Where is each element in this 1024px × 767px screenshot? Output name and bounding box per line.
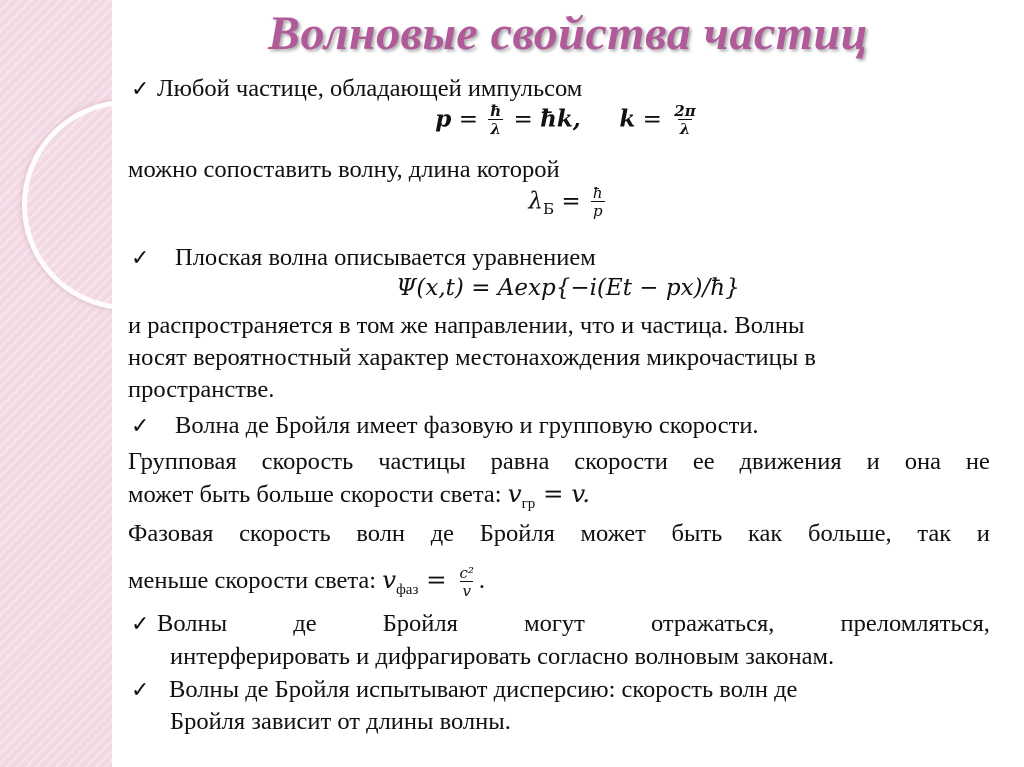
formula-de-broglie-wavelength: $\lambda_Б$ = $\frac{ħ}{p}$ [528, 184, 603, 220]
checkmark-icon: ✓ [131, 413, 150, 438]
paragraph-propagation-line2: носят вероятностный характер местонахождения микрочастицы в [128, 344, 816, 371]
paragraph-propagation-line3: пространстве. [128, 376, 275, 403]
formula-plane-wave: Ψ(x,t) = Aexp{−i(Et − px)/ħ} [396, 275, 740, 301]
bullet-5-line2: Бройля зависит от длины волны. [170, 708, 511, 735]
bullet-5 [131, 676, 797, 704]
bullet-4-line2: интерферировать и дифрагировать согласно волновым законам. [170, 643, 835, 670]
checkmark-icon: ✓ [131, 611, 150, 636]
checkmark-icon: ✓ [131, 76, 150, 101]
paragraph-wavelength-intro: можно сопоставить волну, длина которой [128, 156, 560, 183]
fraction-h-p: $\frac{ħ}{p}$ [592, 184, 603, 220]
bullet-2 [131, 244, 596, 272]
paragraph-phase-velocity-line1: Фазовая скорость волн де Бройля может быть как больше, так и [128, 520, 990, 547]
fraction-h-lambda: $\frac{ħ}{\lambda}$ [490, 102, 502, 138]
bullet-1-text: Любой частице, обладающей импульсом [157, 75, 583, 102]
formula-momentum: p = $\frac{ħ}{\lambda}$ = ħk, k = $\frac{2\pi}{\lambda}$ [435, 102, 696, 138]
checkmark-icon: ✓ [131, 677, 150, 702]
paragraph-propagation-line1: и распространяется в том же направлении, что и частица. Волны [128, 312, 805, 339]
decorative-ring [22, 100, 112, 310]
paragraph-group-velocity-line2: может быть больше скорости света: $v_{гр} = v$. [128, 479, 591, 512]
bullet-3 [131, 412, 759, 440]
decorative-side-panel [0, 0, 112, 767]
paragraph-phase-velocity-line2: меньше скорости света: $v_{фаз}$ = $\frac{\text{c²}}{v}$ . [128, 563, 486, 600]
bullet-2-text: Плоская волна описывается уравнением [175, 244, 596, 271]
paragraph-group-velocity-line1: Групповая скорость частицы равна скорости ее движения и она не [128, 448, 990, 475]
checkmark-icon: ✓ [131, 245, 150, 270]
fraction-c2-v: $\frac{\text{c²}}{v}$ [459, 563, 474, 600]
fraction-2pi-lambda: $\frac{2\pi}{\lambda}$ [674, 102, 696, 138]
bullet-5-text: Волны де Бройля испытывают дисперсию: скорость волн де [169, 676, 798, 703]
slide-title: Волновые свойства частиц [268, 7, 868, 60]
bullet-1 [131, 75, 582, 103]
bullet-4-line1: ✓ Волны де Бройля могут отражаться, преломляться, [131, 610, 990, 637]
bullet-3-text: Волна де Бройля имеет фазовую и групповую скорости. [175, 412, 759, 439]
